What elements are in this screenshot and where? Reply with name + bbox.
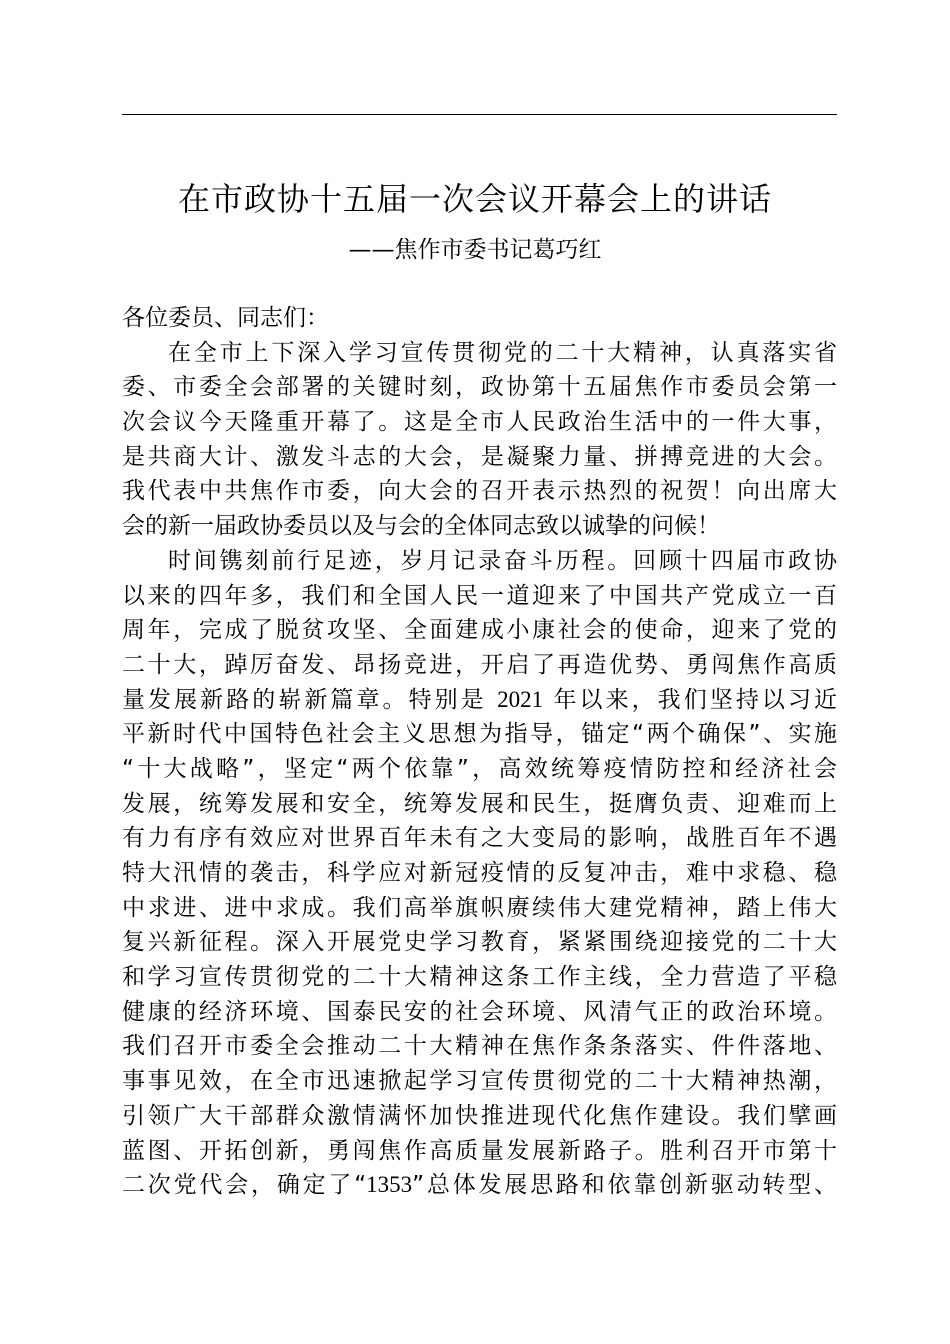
text-line: 引领广大干部群众激情满怀加快推进现代化焦作建设。我们擘画 <box>122 1102 837 1129</box>
text-line: 周年，完成了脱贫攻坚、全面建成小康社会的使命，迎来了党的 <box>122 617 837 644</box>
document-title: 在市政协十五届一次会议开幕会上的讲话 <box>177 180 772 218</box>
text-line: 我们召开市委全会推动二十大精神在焦作条条落实、件件落地、 <box>122 1033 837 1060</box>
text-line: 健康的经济环境、国泰民安的社会环境、风清气正的政治环境。 <box>122 998 837 1025</box>
salutation: 各位委员、同志们： <box>122 305 329 331</box>
document-subtitle: ——焦作市委书记葛巧红 <box>348 237 602 263</box>
document-body <box>122 301 837 1203</box>
text-line: 会的新一届政协委员以及与会的全体同志致以诚挚的问候！ <box>122 513 720 540</box>
text-line: 在全市上下深入学习宣传贯彻党的二十大精神，认真落实省 <box>168 339 837 366</box>
text-line: 我代表中共焦作市委，向大会的召开表示热烈的祝贺！向出席大 <box>122 478 837 505</box>
text-line: 有力有序有效应对世界百年未有之大变局的影响，战胜百年不遇 <box>122 825 837 852</box>
text-line: 发展，统筹发展和安全，统筹发展和民生，挺膺负责、迎难而上 <box>122 790 837 817</box>
text-line: 是共商大计、激发斗志的大会，是凝聚力量、拼搏竞进的大会。 <box>122 443 837 470</box>
text-line: 事事见效，在全市迅速掀起学习宣传贯彻党的二十大精神热潮， <box>122 1068 837 1095</box>
text-line: 特大汛情的袭击，科学应对新冠疫情的反复冲击，难中求稳、稳 <box>122 860 837 886</box>
text-line: 次会议今天隆重开幕了。这是全市人民政治生活中的一件大事， <box>122 409 837 436</box>
header-rule <box>122 114 837 115</box>
paragraph-lines <box>122 336 837 1203</box>
text-line: 以来的四年多，我们和全国人民一道迎来了中国共产党成立一百 <box>122 582 837 609</box>
text-line: 二十大，踔厉奋发、昂扬竞进，开启了再造优势、勇闯焦作高质 <box>122 651 837 678</box>
text-line: 复兴新征程。深入开展党史学习教育，紧紧围绕迎接党的二十大 <box>122 929 837 956</box>
text-line: 量发展新路的崭新篇章。特别是 2021 年以来，我们坚持以习近 <box>122 686 838 713</box>
text-line: 平新时代中国特色社会主义思想为指导，锚定“两个确保”、实施 <box>122 721 837 748</box>
text-line: “十大战略”，坚定“两个依靠”，高效统筹疫情防控和经济社会 <box>122 755 837 782</box>
text-line: 中求进、进中求成。我们高举旗帜赓续伟大建党精神，踏上伟大 <box>122 894 837 921</box>
text-line: 委、市委全会部署的关键时刻，政协第十五届焦作市委员会第一 <box>122 374 837 401</box>
text-line: 时间镌刻前行足迹，岁月记录奋斗历程。回顾十四届市政协 <box>168 547 837 574</box>
text-line: 蓝图、开拓创新，勇闯焦作高质量发展新路子。胜利召开市第十 <box>122 1137 837 1164</box>
text-line: 和学习宣传贯彻党的二十大精神这条工作主线，全力营造了平稳 <box>122 964 837 991</box>
text-line: 二次党代会，确定了“1353”总体发展思路和依靠创新驱动转型、 <box>122 1172 837 1199</box>
